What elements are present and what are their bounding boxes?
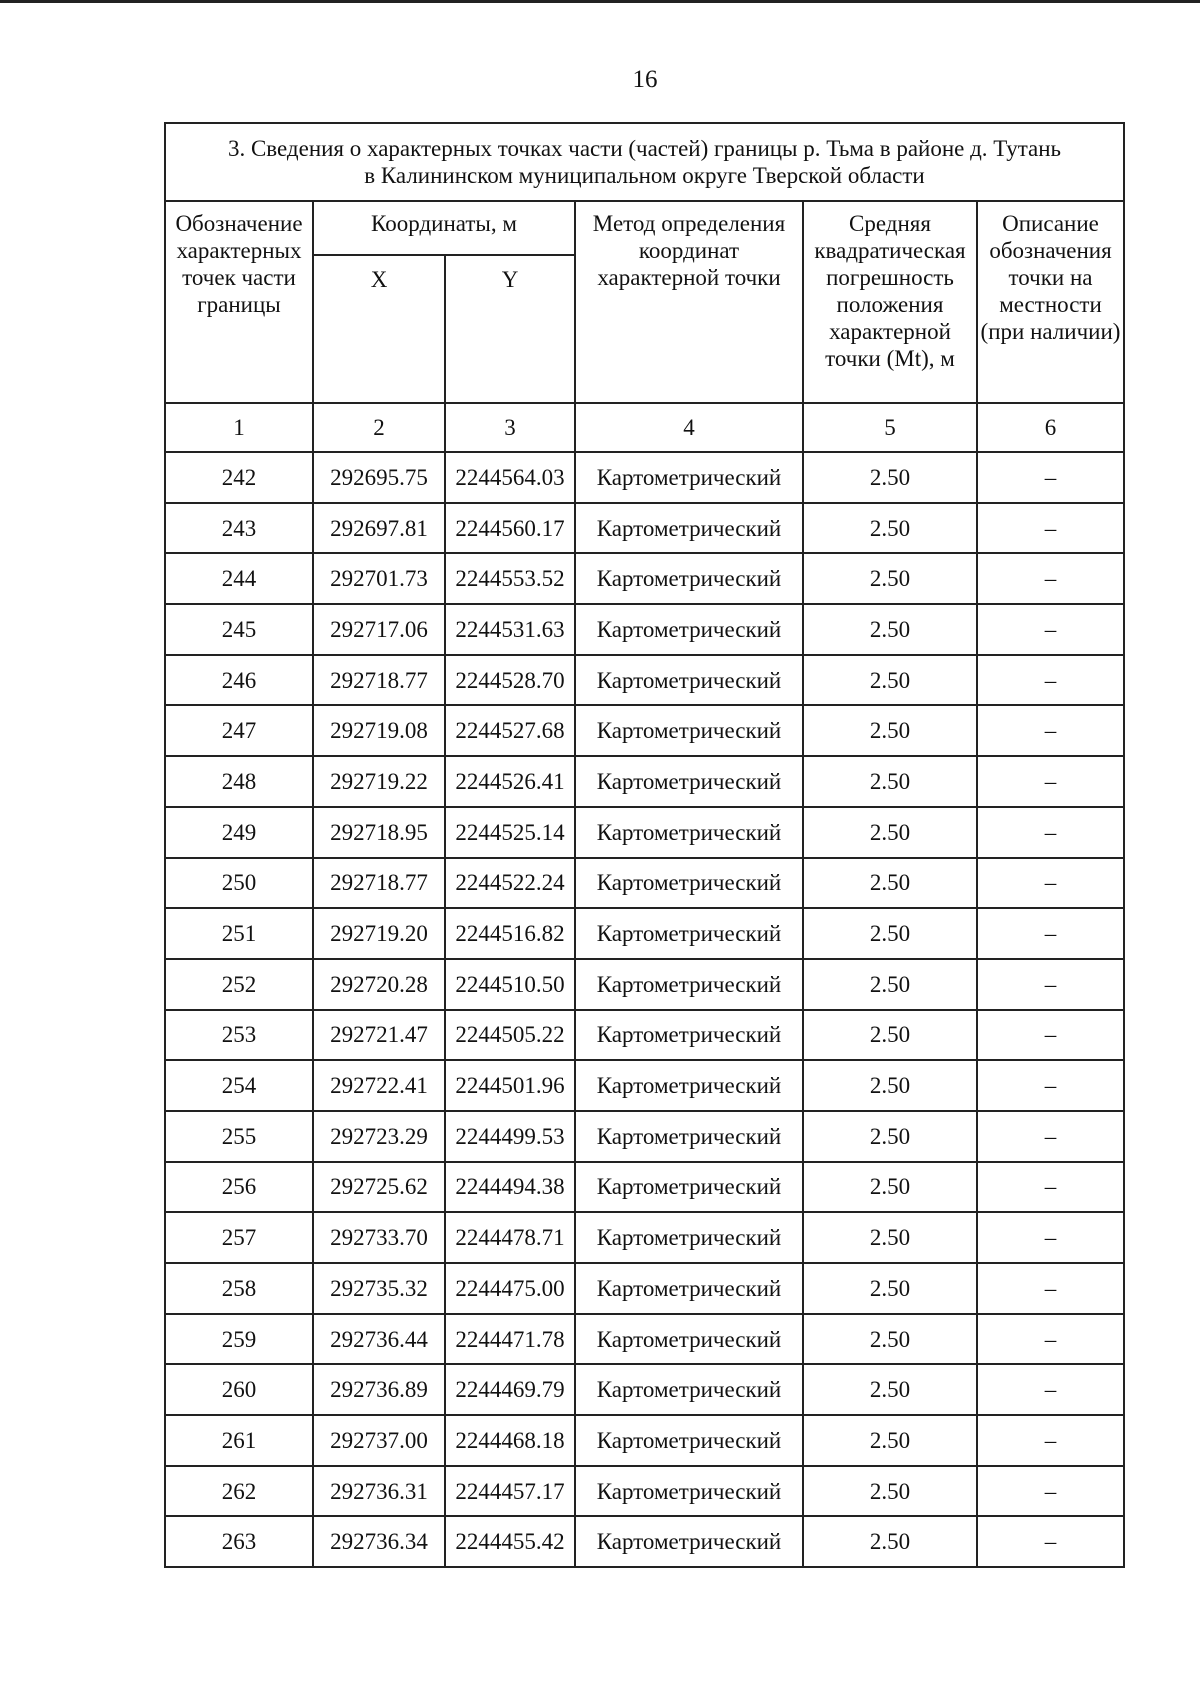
column-number-row [165, 403, 1124, 452]
cell-description: – [977, 908, 1124, 959]
cell-x: 292735.32 [313, 1263, 445, 1314]
cell-x: 292736.34 [313, 1516, 445, 1567]
cell-mean-error: 2.50 [803, 1212, 977, 1263]
cell-description: – [977, 807, 1124, 858]
cell-description: – [977, 1263, 1124, 1314]
cell-x: 292718.77 [313, 858, 445, 909]
cell-point-id: 258 [165, 1263, 313, 1314]
cell-description: – [977, 503, 1124, 554]
table-row [165, 756, 1124, 807]
table-title [165, 123, 1124, 201]
cell-point-id: 252 [165, 959, 313, 1010]
cell-method: Картометрический [575, 807, 803, 858]
cell-x: 292737.00 [313, 1415, 445, 1466]
table-row [165, 807, 1124, 858]
cell-description: – [977, 1415, 1124, 1466]
cell-point-id: 248 [165, 756, 313, 807]
cell-method: Картометрический [575, 1111, 803, 1162]
cell-point-id: 246 [165, 655, 313, 706]
table-row [165, 503, 1124, 554]
cell-description: – [977, 756, 1124, 807]
cell-method: Картометрический [575, 908, 803, 959]
cell-description: – [977, 1364, 1124, 1415]
table-row [165, 705, 1124, 756]
cell-point-id: 255 [165, 1111, 313, 1162]
cell-x: 292725.62 [313, 1162, 445, 1213]
cell-point-id: 254 [165, 1060, 313, 1111]
cell-y: 2244528.70 [445, 655, 575, 706]
cell-method: Картометрический [575, 553, 803, 604]
cell-x: 292718.95 [313, 807, 445, 858]
cell-method: Картометрический [575, 604, 803, 655]
cell-y: 2244471.78 [445, 1314, 575, 1365]
cell-y: 2244560.17 [445, 503, 575, 554]
cell-x: 292695.75 [313, 452, 445, 503]
table-title-line-2: в Калининском муниципальном округе Тверской области [364, 163, 925, 188]
cell-mean-error: 2.50 [803, 807, 977, 858]
cell-description: – [977, 959, 1124, 1010]
cell-description: – [977, 1212, 1124, 1263]
cell-method: Картометрический [575, 1162, 803, 1213]
cell-point-id: 251 [165, 908, 313, 959]
page-top-edge [0, 0, 1200, 3]
cell-description: – [977, 1162, 1124, 1213]
table-title-row [165, 123, 1124, 201]
cell-method: Картометрический [575, 1364, 803, 1415]
header-point-designation: Обозначение характерных точек части границы [165, 201, 313, 403]
cell-point-id: 261 [165, 1415, 313, 1466]
table-row [165, 1212, 1124, 1263]
table-row [165, 1111, 1124, 1162]
cell-y: 2244510.50 [445, 959, 575, 1010]
cell-y: 2244526.41 [445, 756, 575, 807]
cell-x: 292723.29 [313, 1111, 445, 1162]
cell-y: 2244468.18 [445, 1415, 575, 1466]
cell-y: 2244564.03 [445, 452, 575, 503]
cell-description: – [977, 1010, 1124, 1061]
cell-point-id: 259 [165, 1314, 313, 1365]
cell-mean-error: 2.50 [803, 858, 977, 909]
table-row [165, 1364, 1124, 1415]
cell-point-id: 242 [165, 452, 313, 503]
cell-description: – [977, 1516, 1124, 1567]
cell-method: Картометрический [575, 655, 803, 706]
cell-mean-error: 2.50 [803, 1263, 977, 1314]
cell-y: 2244525.14 [445, 807, 575, 858]
table-row [165, 1466, 1124, 1517]
table-title-line-1: 3. Сведения о характерных точках части (частей) границы р. Тьма в районе д. Тутань [227, 136, 1062, 161]
cell-mean-error: 2.50 [803, 604, 977, 655]
cell-y: 2244553.52 [445, 553, 575, 604]
cell-point-id: 263 [165, 1516, 313, 1567]
cell-y: 2244516.82 [445, 908, 575, 959]
cell-point-id: 260 [165, 1364, 313, 1415]
cell-x: 292736.31 [313, 1466, 445, 1517]
column-number: 1 [165, 403, 313, 452]
column-number: 2 [313, 403, 445, 452]
cell-x: 292736.89 [313, 1364, 445, 1415]
cell-y: 2244478.71 [445, 1212, 575, 1263]
cell-point-id: 257 [165, 1212, 313, 1263]
cell-mean-error: 2.50 [803, 705, 977, 756]
cell-y: 2244531.63 [445, 604, 575, 655]
cell-method: Картометрический [575, 452, 803, 503]
table-row [165, 655, 1124, 706]
cell-x: 292720.28 [313, 959, 445, 1010]
cell-y: 2244494.38 [445, 1162, 575, 1213]
cell-y: 2244505.22 [445, 1010, 575, 1061]
header-y: Y [445, 255, 575, 403]
cell-method: Картометрический [575, 1263, 803, 1314]
cell-description: – [977, 1314, 1124, 1365]
cell-method: Картометрический [575, 1060, 803, 1111]
cell-mean-error: 2.50 [803, 553, 977, 604]
column-number: 3 [445, 403, 575, 452]
header-x: X [313, 255, 445, 403]
cell-point-id: 250 [165, 858, 313, 909]
cell-mean-error: 2.50 [803, 655, 977, 706]
cell-mean-error: 2.50 [803, 1466, 977, 1517]
cell-point-id: 262 [165, 1466, 313, 1517]
cell-description: – [977, 452, 1124, 503]
cell-mean-error: 2.50 [803, 908, 977, 959]
cell-mean-error: 2.50 [803, 1010, 977, 1061]
cell-y: 2244527.68 [445, 705, 575, 756]
cell-description: – [977, 553, 1124, 604]
cell-method: Картометрический [575, 1415, 803, 1466]
table-row [165, 1516, 1124, 1567]
cell-mean-error: 2.50 [803, 1314, 977, 1365]
cell-point-id: 245 [165, 604, 313, 655]
cell-x: 292719.22 [313, 756, 445, 807]
cell-y: 2244469.79 [445, 1364, 575, 1415]
table-row [165, 908, 1124, 959]
coordinates-table [164, 122, 1125, 1568]
cell-y: 2244475.00 [445, 1263, 575, 1314]
cell-y: 2244455.42 [445, 1516, 575, 1567]
table-row [165, 1415, 1124, 1466]
cell-method: Картометрический [575, 959, 803, 1010]
cell-mean-error: 2.50 [803, 1415, 977, 1466]
header-method: Метод определения координат характерной точки [575, 201, 803, 403]
cell-mean-error: 2.50 [803, 756, 977, 807]
cell-mean-error: 2.50 [803, 452, 977, 503]
cell-x: 292701.73 [313, 553, 445, 604]
cell-method: Картометрический [575, 1212, 803, 1263]
cell-mean-error: 2.50 [803, 959, 977, 1010]
cell-y: 2244499.53 [445, 1111, 575, 1162]
cell-method: Картометрический [575, 756, 803, 807]
column-number: 6 [977, 403, 1124, 452]
cell-mean-error: 2.50 [803, 1111, 977, 1162]
cell-x: 292722.41 [313, 1060, 445, 1111]
page-number: 16 [632, 66, 658, 93]
cell-method: Картометрический [575, 1516, 803, 1567]
cell-description: – [977, 705, 1124, 756]
cell-x: 292697.81 [313, 503, 445, 554]
header-mean-error: Средняя квадратическая погрешность положения характерной точки (Mt), м [803, 201, 977, 403]
cell-point-id: 249 [165, 807, 313, 858]
table-row [165, 1010, 1124, 1061]
table-row [165, 959, 1124, 1010]
cell-mean-error: 2.50 [803, 503, 977, 554]
cell-mean-error: 2.50 [803, 1162, 977, 1213]
cell-y: 2244457.17 [445, 1466, 575, 1517]
header-description: Описание обозначения точки на местности (при наличии) [977, 201, 1124, 403]
cell-y: 2244522.24 [445, 858, 575, 909]
cell-method: Картометрический [575, 1010, 803, 1061]
cell-method: Картометрический [575, 503, 803, 554]
cell-description: – [977, 604, 1124, 655]
cell-x: 292717.06 [313, 604, 445, 655]
table-row [165, 858, 1124, 909]
table-body [165, 452, 1124, 1567]
cell-mean-error: 2.50 [803, 1364, 977, 1415]
cell-x: 292733.70 [313, 1212, 445, 1263]
table-row [165, 1314, 1124, 1365]
table-row [165, 1263, 1124, 1314]
cell-mean-error: 2.50 [803, 1060, 977, 1111]
cell-x: 292719.20 [313, 908, 445, 959]
cell-point-id: 243 [165, 503, 313, 554]
cell-description: – [977, 1060, 1124, 1111]
cell-x: 292719.08 [313, 705, 445, 756]
cell-x: 292721.47 [313, 1010, 445, 1061]
table-row [165, 1162, 1124, 1213]
cell-method: Картометрический [575, 705, 803, 756]
column-number: 5 [803, 403, 977, 452]
table-row [165, 1060, 1124, 1111]
cell-point-id: 256 [165, 1162, 313, 1213]
table-row [165, 452, 1124, 503]
column-number: 4 [575, 403, 803, 452]
cell-description: – [977, 1466, 1124, 1517]
header-row-1 [165, 201, 1124, 255]
cell-point-id: 247 [165, 705, 313, 756]
cell-description: – [977, 858, 1124, 909]
cell-mean-error: 2.50 [803, 1516, 977, 1567]
table-header [165, 123, 1124, 452]
cell-point-id: 244 [165, 553, 313, 604]
cell-point-id: 253 [165, 1010, 313, 1061]
cell-y: 2244501.96 [445, 1060, 575, 1111]
cell-x: 292736.44 [313, 1314, 445, 1365]
cell-method: Картометрический [575, 1466, 803, 1517]
table-row [165, 604, 1124, 655]
cell-x: 292718.77 [313, 655, 445, 706]
cell-method: Картометрический [575, 858, 803, 909]
table-row [165, 553, 1124, 604]
cell-description: – [977, 1111, 1124, 1162]
cell-description: – [977, 655, 1124, 706]
header-coordinates: Координаты, м [313, 201, 575, 255]
cell-method: Картометрический [575, 1314, 803, 1365]
